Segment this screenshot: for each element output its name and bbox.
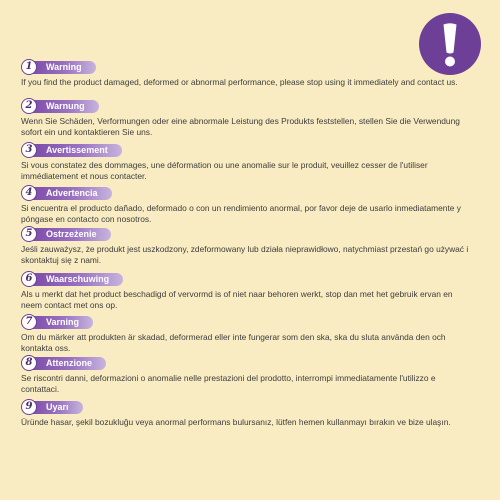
section-warning-tr xyxy=(21,399,473,428)
section-number: 8 xyxy=(21,355,37,371)
section-number: 1 xyxy=(21,59,37,75)
section-warning-es xyxy=(21,185,473,224)
section-warning-nl xyxy=(21,271,473,310)
section-number: 7 xyxy=(21,314,37,330)
section-text: Se riscontri danni, deformazioni o anomalie nelle prestazioni del prodotto, interrompi immediatamente l'utilizzo e contattaci. xyxy=(21,373,436,394)
section-warning-en xyxy=(21,59,473,88)
section-text: Om du märker att produkten är skadad, deformerad eller inte fungerar som den ska, ska du sluta använda den och kontakta oss. xyxy=(21,332,446,353)
section-label: Waarschuwing xyxy=(29,273,123,286)
section-label: Attenzione xyxy=(29,357,106,370)
section-number: 9 xyxy=(21,399,37,415)
section-number: 5 xyxy=(21,226,37,242)
section-text: Si encuentra el producto dañado, deformado o con un rendimiento anormal, por favor deje de usarlo inmediatamente y póngase en contacto con nosotros. xyxy=(21,203,461,224)
section-label: Warnung xyxy=(29,100,99,113)
section-label: Varning xyxy=(29,316,93,329)
section-label: Uyarı xyxy=(29,401,83,414)
section-text: Üründe hasar, şekil bozukluğu veya anormal performans bulursanız, lütfen hemen kullanmayı bırakın ve bize ulaşın. xyxy=(21,417,451,427)
section-warning-pl xyxy=(21,226,473,265)
section-warning-it xyxy=(21,355,473,394)
section-text: If you find the product damaged, deformed or abnormal performance, please stop using it immediately and contact us. xyxy=(21,77,458,87)
section-number: 2 xyxy=(21,98,37,114)
section-warning-sv xyxy=(21,314,473,353)
section-label: Avertissement xyxy=(29,144,122,157)
section-label: Advertencia xyxy=(29,187,112,200)
section-text: Jeśli zauważysz, że produkt jest uszkodzony, zdeformowany lub działa nieprawidłowo, natychmiast przestań go używać i skontaktuj się z nami. xyxy=(21,244,469,265)
section-number: 3 xyxy=(21,142,37,158)
section-text: Als u merkt dat het product beschadigd of vervormd is of niet naar behoren werkt, stop dan met het gebruik ervan en neem contact met ons op. xyxy=(21,289,453,310)
section-number: 4 xyxy=(21,185,37,201)
section-label: Ostrzeżenie xyxy=(29,228,111,241)
section-label: Warning xyxy=(29,61,96,74)
section-text: Si vous constatez des dommages, une déformation ou une anomalie sur le produit, veuillez cesser de l'utiliser immédiatement et nous contacter. xyxy=(21,160,428,181)
section-text: Wenn Sie Schäden, Verformungen oder eine abnormale Leistung des Produkts feststellen, stellen Sie die Verwendung sofort ein und kontaktieren Sie uns. xyxy=(21,116,460,137)
section-warning-fr xyxy=(21,142,473,181)
section-warning-de xyxy=(21,98,473,137)
section-number: 6 xyxy=(21,271,37,287)
